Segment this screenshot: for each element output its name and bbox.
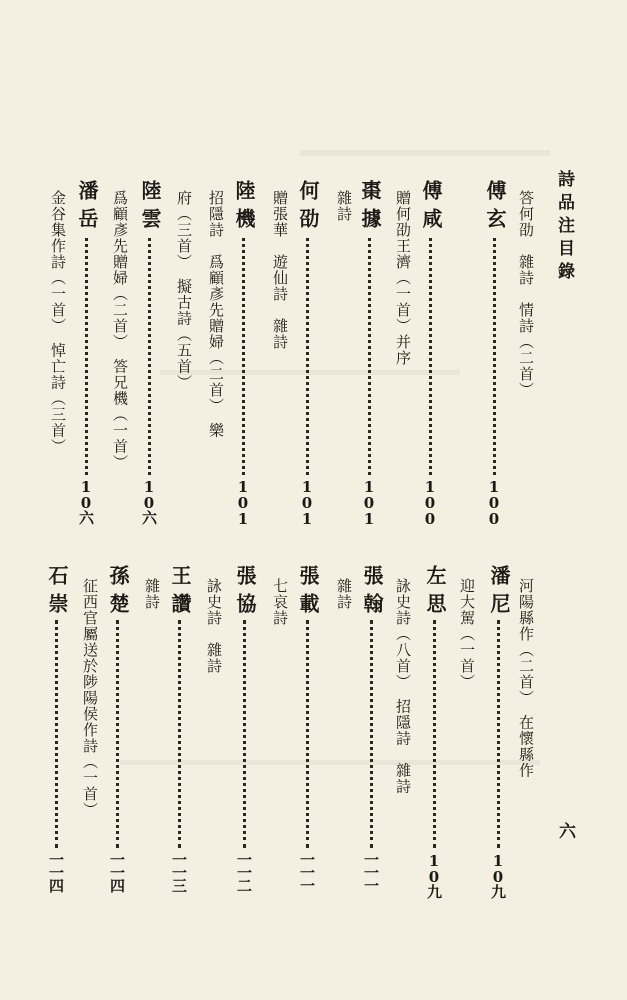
works-list: 迎大駕（一首） (458, 578, 476, 690)
works-list: 詠史詩 雜詩 (205, 578, 223, 674)
works-list: 雜詩 (335, 578, 353, 610)
page-number-ref: 一一三 (170, 852, 188, 891)
page-number-ref: 10六 (140, 478, 158, 523)
leader-dots (429, 238, 432, 475)
author-name: 傅咸 (419, 180, 443, 236)
works-list: 府（三首） 擬古詩（五首） (175, 190, 193, 391)
show-through-mark (300, 150, 550, 156)
leader-dots (497, 620, 500, 848)
author-name: 孫楚 (106, 565, 130, 621)
author-name: 王讚 (168, 565, 192, 621)
works-list: 雜詩 (335, 190, 353, 222)
works-list: 雜詩 (143, 578, 161, 610)
leader-dots (493, 238, 496, 475)
leader-dots (306, 620, 309, 848)
works-list: 征西官屬送於陟陽侯作詩（一首） (81, 578, 99, 818)
works-list: 七哀詩 (271, 578, 289, 626)
leader-dots (85, 238, 88, 475)
page-number-ref: 10九 (425, 852, 443, 897)
leader-dots (433, 620, 436, 848)
page-number-ref: 10九 (489, 852, 507, 897)
page-number-ref: 一一一 (298, 852, 316, 891)
leader-dots (243, 620, 246, 848)
works-list: 贈何劭王濟（一首）并序 (394, 190, 412, 366)
author-name: 傅玄 (483, 180, 507, 236)
works-list: 答何劭 雜詩 情詩（二首） (517, 190, 535, 398)
works-list: 詠史詩（八首） 招隱詩 雜詩 (394, 578, 412, 795)
author-name: 陸雲 (138, 180, 162, 236)
leader-dots (370, 620, 373, 848)
page-number-ref: 100 (421, 478, 439, 526)
author-name: 潘岳 (75, 180, 99, 236)
page-number-ref: 一一四 (108, 852, 126, 891)
works-list: 河陽縣作（二首） 在懷縣作 (517, 578, 535, 779)
author-name: 左思 (423, 565, 447, 621)
leader-dots (368, 238, 371, 475)
page-number-ref: 一一二 (235, 852, 253, 891)
leader-dots (306, 238, 309, 475)
page-number-ref: 100 (485, 478, 503, 526)
author-name: 石崇 (45, 565, 69, 621)
author-name: 陸機 (232, 180, 256, 236)
leader-dots (116, 620, 119, 848)
leader-dots (178, 620, 181, 848)
page-number: 六 (555, 822, 575, 839)
author-name: 潘尼 (487, 565, 511, 621)
author-name: 張翰 (360, 565, 384, 621)
page-number-ref: 一一四 (47, 852, 65, 891)
leader-dots (55, 620, 58, 848)
show-through-mark (120, 760, 540, 765)
author-name: 棗據 (358, 180, 382, 236)
page-number-ref: 一一一 (362, 852, 380, 891)
leader-dots (148, 238, 151, 475)
works-list: 贈張華 遊仙詩 雜詩 (271, 190, 289, 350)
page-number-ref: 10六 (77, 478, 95, 523)
works-list: 招隱詩 爲顧彥先贈婦（二首） 樂 (207, 190, 225, 439)
author-name: 張協 (233, 565, 257, 621)
page-number-ref: 101 (234, 478, 252, 526)
author-name: 張載 (296, 565, 320, 621)
works-list: 金谷集作詩（一首） 悼亡詩（三首） (49, 190, 67, 455)
page-title: 詩品注目錄 (554, 170, 574, 285)
page-number-ref: 101 (298, 478, 316, 526)
page-number-ref: 101 (360, 478, 378, 526)
works-list: 爲顧彥先贈婦（二首） 答兄機（一首） (111, 190, 129, 471)
leader-dots (242, 238, 245, 475)
author-name: 何劭 (296, 180, 320, 236)
show-through-mark (160, 370, 460, 375)
